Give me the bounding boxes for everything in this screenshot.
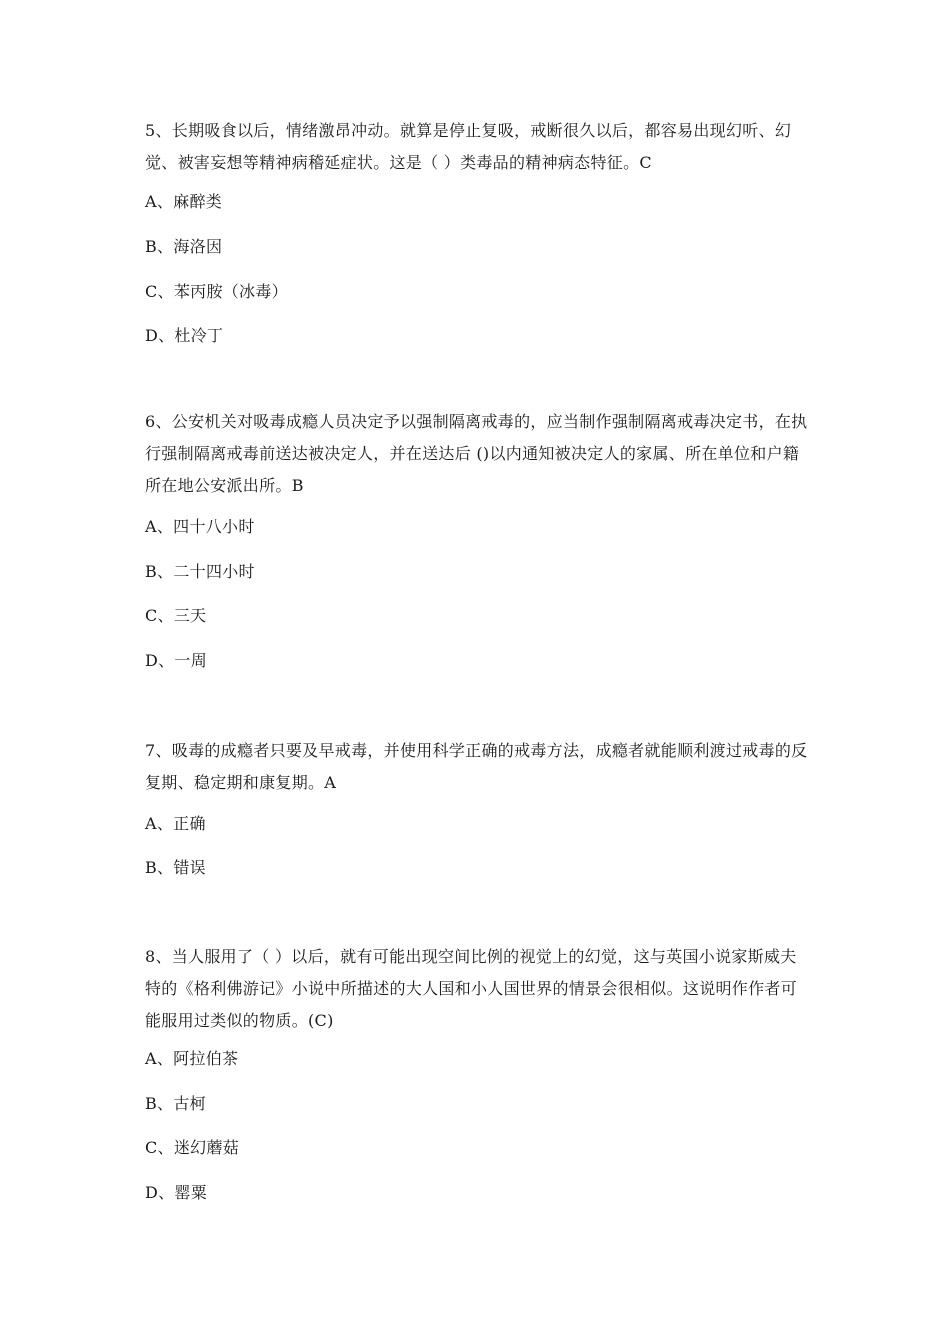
question-5-option-a: A、麻醉类 <box>145 192 223 211</box>
question-7-stem: 7、吸毒的成瘾者只要及早戒毒，并使用科学正确的戒毒方法，成瘾者就能顺利渡过戒毒的反复期、稳定期和康复期。A <box>145 741 808 792</box>
question-5-option-d: D、杜冷丁 <box>145 326 224 345</box>
question-7-option-a: A、正确 <box>145 814 206 833</box>
question-8-option-a: A、阿拉伯茶 <box>145 1049 239 1068</box>
question-5-option-c: C、苯丙胺（冰毒） <box>145 282 288 301</box>
question-6-option-b: B、二十四小时 <box>145 562 255 581</box>
question-8-option-c: C、迷幻蘑菇 <box>145 1138 240 1157</box>
question-6-stem: 6、公安机关对吸毒成瘾人员决定予以强制隔离戒毒的，应当制作强制隔离戒毒决定书，在执行强制隔离戒毒前送达被决定人，并在送达后 ()以内通知被决定人的家属、所在单位和户籍所在地公安派出所。B <box>145 412 808 495</box>
question-6-option-d: D、一周 <box>145 651 208 670</box>
question-7-option-b: B、错误 <box>145 858 206 877</box>
question-5-option-b: B、海洛因 <box>145 237 223 256</box>
question-8-option-d: D、罂粟 <box>145 1183 208 1202</box>
question-5-stem: 5、长期吸食以后，情绪激昂冲动。就算是停止复吸，戒断很久以后，都容易出现幻听、幻觉、被害妄想等精神病稽延症状。这是（ ）类毒品的精神病态特征。C <box>145 121 792 172</box>
question-6-option-c: C、三天 <box>145 606 207 625</box>
question-6-option-a: A、四十八小时 <box>145 517 255 536</box>
question-8-option-b: B、古柯 <box>145 1094 206 1113</box>
question-8-stem: 8、当人服用了（ ）以后，就有可能出现空间比例的视觉上的幻觉，这与英国小说家斯威夫特的《格利佛游记》小说中所描述的大人国和小人国世界的情景会很相似。这说明作作者可能服用过类似的物质。(C) <box>145 947 798 1030</box>
